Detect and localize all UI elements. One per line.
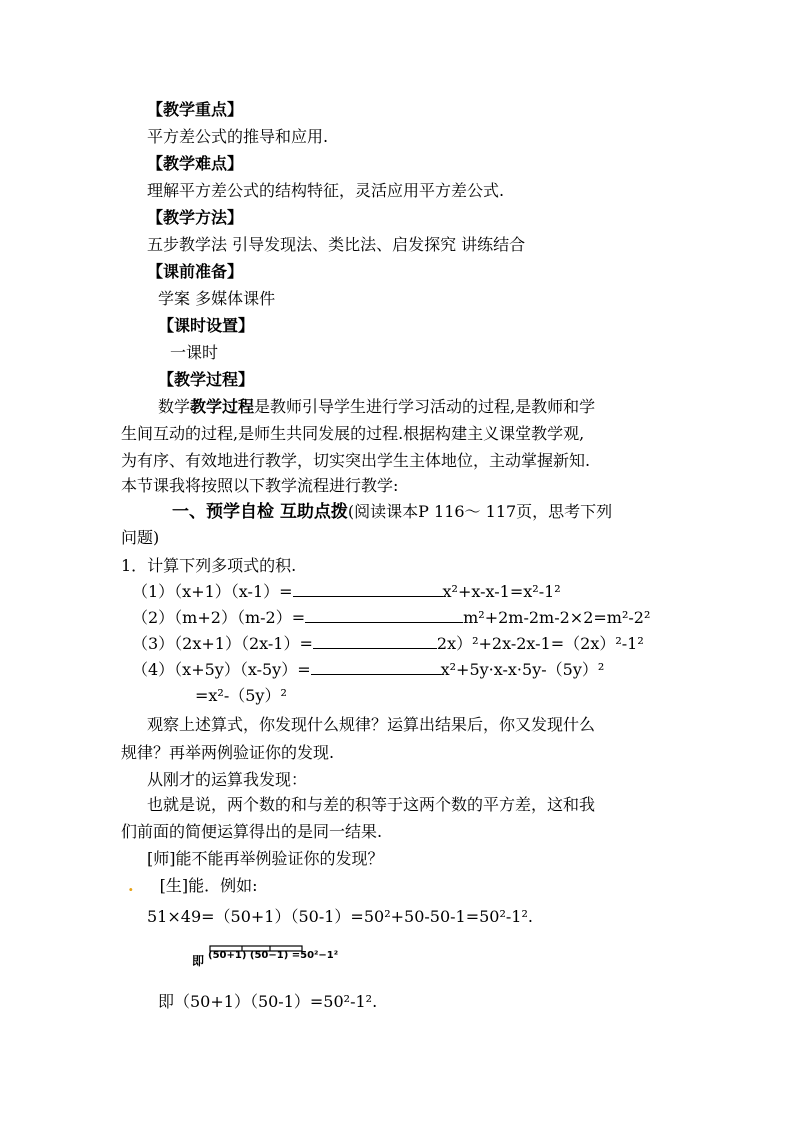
prep-text: 学案 多媒体课件 xyxy=(158,289,276,308)
part1-heading: 一、预学自检 互助点拨 xyxy=(172,502,348,522)
rule-line-2: 们前面的简便运算得出的是同一结果. xyxy=(121,822,383,841)
task1-item-2 xyxy=(132,608,650,628)
intro-line-2: 生间互动的过程,是师生共同发展的过程.根据构建主义课堂教学观, xyxy=(121,424,585,443)
period-text: 一课时 xyxy=(170,343,219,362)
observe-line-2: 规律？再举两例验证你的发现. xyxy=(121,743,335,762)
intro-bold: 教学过程 xyxy=(190,397,255,416)
part1-heading-line xyxy=(172,502,612,522)
observe-line-1: 观察上述算式，你发现什么规律？运算出结果后，你又发现什么 xyxy=(147,715,596,734)
difficult-points-text: 理解平方差公式的结构特征，灵活应用平方差公式. xyxy=(147,181,505,200)
key-points-text: 平方差公式的推导和应用. xyxy=(147,127,329,146)
item-answer: x²+5y·x-x·5y-（5y）² xyxy=(440,660,605,679)
item-answer: x²+x-x-1=x²-1² xyxy=(442,582,561,601)
teacher-line: [师]能不能再举例验证你的发现？ xyxy=(147,849,384,868)
process-heading: 【教学过程】 xyxy=(158,370,255,389)
rule-line-1: 也就是说，两个数的和与差的积等于这两个数的平方差，这和我 xyxy=(147,795,596,814)
item-label: （1）（x+1）（x-1）= xyxy=(132,582,293,601)
item-answer: 2x）²+2x-2x-1=（2x）²-1² xyxy=(436,634,644,653)
task1-item-4-cont: =x²-（5y）² xyxy=(195,686,287,705)
student-text: [生]能．例如: xyxy=(159,876,258,895)
figure-expression: (50+1) (50−1) =50²−1² xyxy=(208,950,339,961)
intro-line-1 xyxy=(158,397,595,417)
task1-item-1 xyxy=(132,582,561,602)
answer-blank[interactable] xyxy=(313,634,437,649)
prep-heading: 【课前准备】 xyxy=(147,262,244,281)
intro-rest: 是教师引导学生进行学习活动的过程,是教师和学 xyxy=(254,397,596,416)
formula-figure xyxy=(192,944,339,970)
item-label: （3）（2x+1）（2x-1）= xyxy=(132,634,313,653)
figure-prefix: 即 xyxy=(192,954,205,968)
intro-start: 数学 xyxy=(158,397,191,416)
task1-item-3 xyxy=(132,634,644,654)
item-label: （4）（x+5y）（x-5y）= xyxy=(132,660,311,679)
example-line: 51×49=（50+1）（50-1）=50²+50-50-1=50²-1². xyxy=(147,907,533,926)
key-points-heading: 【教学重点】 xyxy=(147,100,244,119)
task1-title: 1．计算下列多项式的积. xyxy=(121,556,297,575)
part1-note: (阅读课本P 116～ 117页，思考下列 xyxy=(347,502,613,521)
period-heading: 【课时设置】 xyxy=(158,316,255,335)
item-answer: m²+2m-2m-2×2=m²-2² xyxy=(463,608,651,627)
found-line: 从刚才的运算我发现： xyxy=(147,770,308,789)
part1-note-cont: 问题) xyxy=(121,528,160,547)
answer-blank[interactable] xyxy=(293,582,443,597)
intro-line-3: 为有序、有效地进行教学，切实突出学生主体地位，主动掌握新知. xyxy=(121,451,591,470)
bullet-dot: . xyxy=(128,876,134,895)
item-label: （2）（m+2）（m-2）= xyxy=(132,608,306,627)
method-heading: 【教学方法】 xyxy=(147,208,244,227)
difficult-points-heading: 【教学难点】 xyxy=(147,154,244,173)
intro-line-4: 本节课我将按照以下教学流程进行教学: xyxy=(121,476,399,495)
student-line xyxy=(128,876,257,896)
method-text: 五步教学法 引导发现法、类比法、启发探究 讲练结合 xyxy=(147,235,526,254)
task1-item-4 xyxy=(132,660,604,680)
answer-blank[interactable] xyxy=(305,608,463,623)
answer-blank[interactable] xyxy=(311,660,441,675)
conclusion-line: 即（50+1）（50-1）=50²-1². xyxy=(158,992,378,1011)
